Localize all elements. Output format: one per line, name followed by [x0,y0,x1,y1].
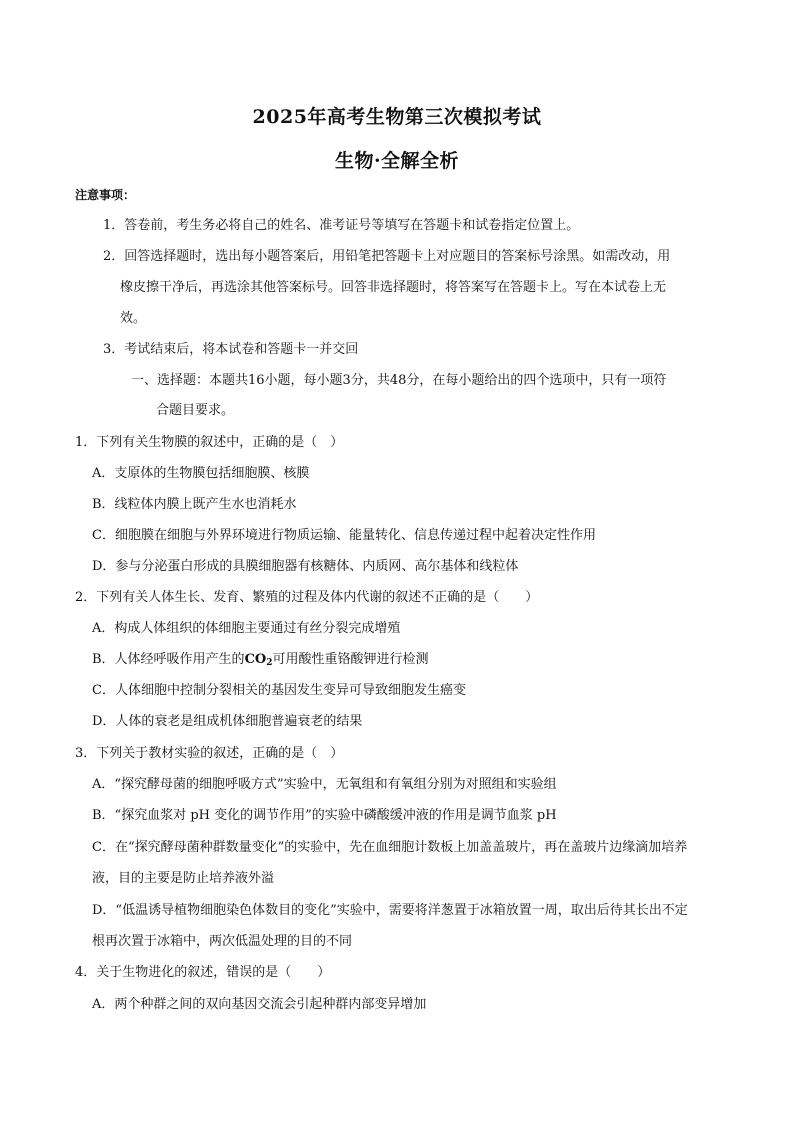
question-4-option-a: A．两个种群之间的双向基因交流会引起种群内部变异增加 [92,997,427,1012]
question-1-option-c: C．细胞膜在细胞与外界环境进行物质运输、能量转化、信息传递过程中起着决定性作用 [92,528,596,543]
notice-item-1: 1．答卷前，考生务必将自己的姓名、准考证号等填写在答题卡和试卷指定位置上。 [103,218,580,233]
question-3-stem: 3．下列关于教材实验的叙述，正确的是（ ） [75,746,344,761]
question-3-option-c: C．在“探究酵母菌种群数量变化”的实验中，先在血细胞计数板上加盖盖玻片，再在盖玻片边缘滴加培养 [92,840,688,855]
notice-item-2-cont2: 效。 [120,311,147,326]
question-2-stem: 2．下列有关人体生长、发育、繁殖的过程及体内代谢的叙述不正确的是（ ） [75,590,539,605]
section-heading-cont: 合题目要求。 [156,403,235,418]
question-2-option-a: A．构成人体组织的体细胞主要通过有丝分裂完成增殖 [92,621,401,636]
question-2-option-b [92,651,429,669]
question-2-option-d: D．人体的衰老是组成机体细胞普遍衰老的结果 [92,714,363,729]
question-2-option-b-head: B．人体经呼吸作用产生的 [92,652,245,667]
question-2-option-c: C．人体细胞中控制分裂相关的基因发生变异可导致细胞发生癌变 [92,683,466,698]
notice-item-2: 2．回答选择题时，选出每小题答案后，用铅笔把答题卡上对应题目的答案标号涂黑。如需改动，用 [103,249,671,264]
notice-heading: 注意事项： [75,188,136,202]
page-subtitle: 生物·全解全析 [334,150,460,172]
question-1-option-b: B．线粒体内膜上既产生水也消耗水 [92,497,297,512]
question-4-stem: 4．关于生物进化的叙述，错误的是（ ） [75,965,331,980]
section-heading: 一、选择题：本题共16小题，每小题3分，共48分，在每小题给出的四个选项中，只有一项符 [131,373,667,388]
question-3-option-d: D．“低温诱导植物细胞染色体数目的变化”实验中，需要将洋葱置于冰箱放置一周，取出后待其长出不定 [92,903,688,918]
question-1-option-d: D．参与分泌蛋白形成的具膜细胞器有核糖体、内质网、高尔基体和线粒体 [92,559,519,574]
question-3-option-b: B．“探究血浆对 pH 变化的调节作用”的实验中磷酸缓冲液的作用是调节血浆 pH [92,808,557,823]
co2-formula: $CO_2$ [244,652,273,668]
question-3-option-a: A．“探究酵母菌的细胞呼吸方式”实验中，无氧组和有氧组分别为对照组和实验组 [92,777,557,792]
notice-item-2-cont: 橡皮擦干净后，再选涂其他答案标号。回答非选择题时，将答案写在答题卡上。写在本试卷上无 [120,280,667,295]
question-2-option-b-tail: 可用酸性重铬酸钾进行检测 [272,652,429,667]
question-1-option-a: A．支原体的生物膜包括细胞膜、核膜 [92,466,310,481]
question-3-option-d-cont: 根再次置于冰箱中，两次低温处理的目的不同 [92,934,353,949]
page-title: 2025年高考生物第三次模拟考试 [252,106,542,128]
notice-item-3: 3．考试结束后，将本试卷和答题卡一并交回 [103,342,359,357]
question-1-stem: 1．下列有关生物膜的叙述中，正确的是（ ） [75,435,344,450]
question-3-option-c-cont: 液，目的主要是防止培养液外溢 [92,871,275,886]
